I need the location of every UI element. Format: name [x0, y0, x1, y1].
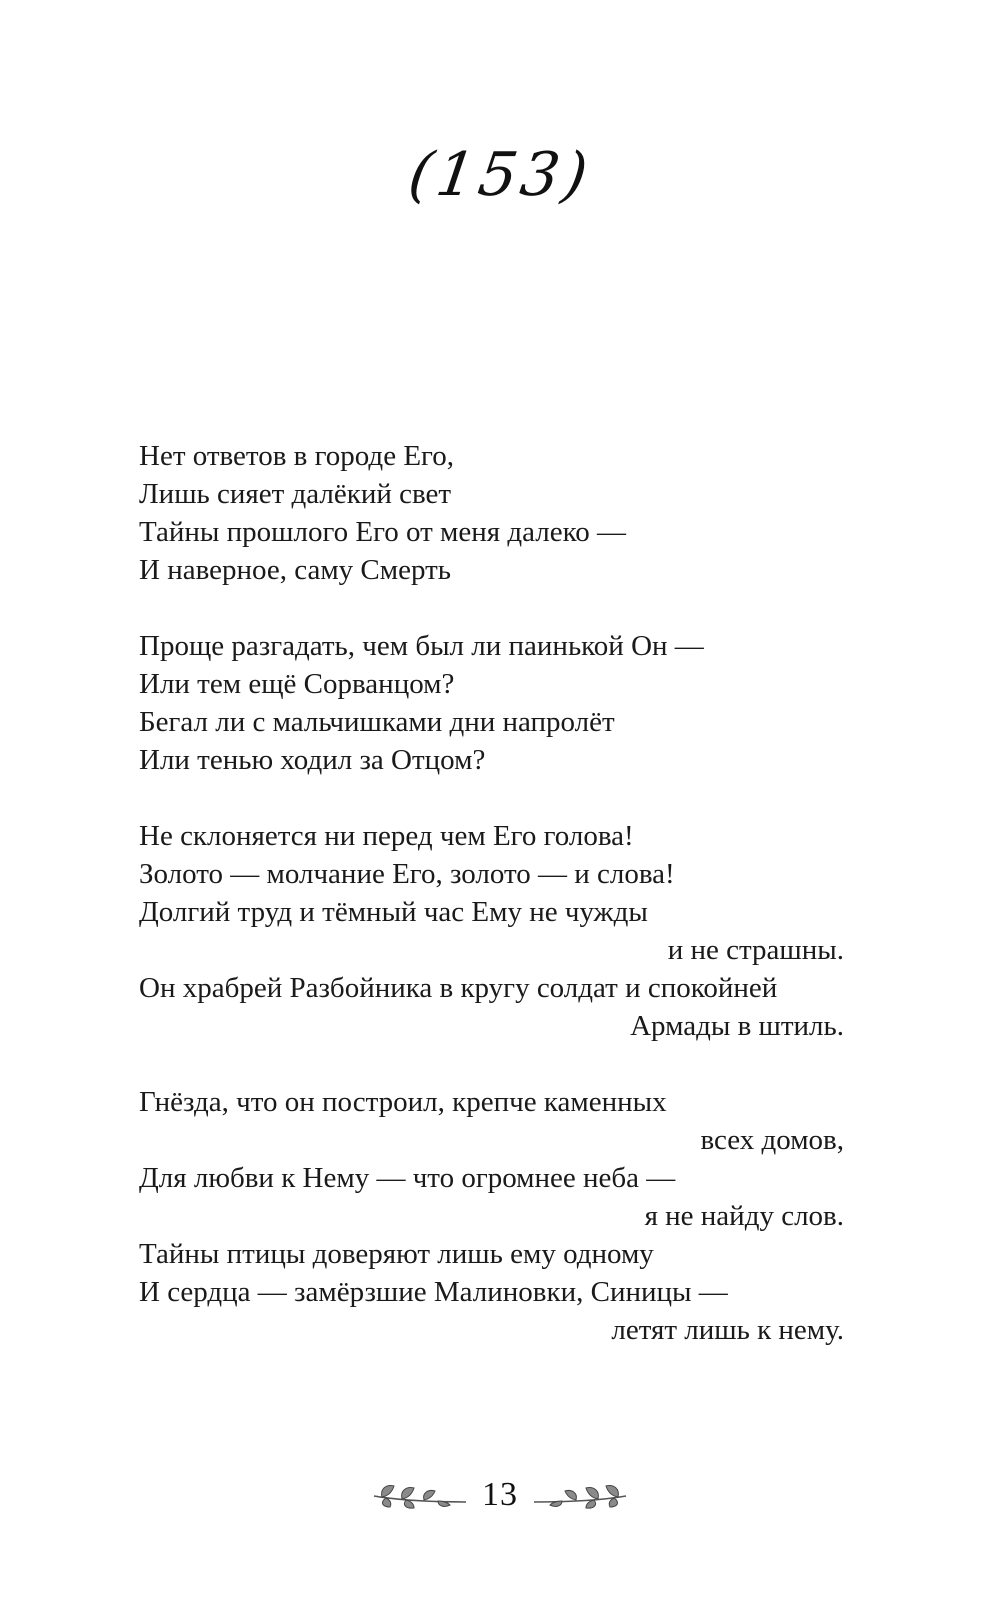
poem-line: Или тенью ходил за Отцом?: [139, 744, 486, 776]
vine-ornament-right-icon: [532, 1480, 628, 1510]
poem-line-continuation: и не страшны.: [667, 934, 844, 966]
poem-line: Тайны прошлого Его от меня далеко —: [139, 516, 626, 548]
page-footer: [0, 1465, 1000, 1525]
poem-line: Долгий труд и тёмный час Ему не чужды: [139, 896, 648, 928]
poem-line: Золото — молчание Его, золото — и слова!: [139, 858, 675, 890]
poem-line: Лишь сияет далёкий свет: [139, 478, 452, 510]
poem-line-continuation: летят лишь к нему.: [611, 1314, 844, 1346]
poem-line: Он храбрей Разбойника в кругу солдат и спокойней: [139, 972, 778, 1004]
poem-line: Бегал ли с мальчишками дни напролёт: [139, 706, 615, 738]
poem-line-continuation: всех домов,: [700, 1124, 844, 1156]
poem-line: Нет ответов в городе Его,: [139, 440, 454, 472]
stanza-2: [139, 627, 844, 779]
poem-number: (153): [404, 140, 596, 210]
poem-line: Или тем ещё Сорванцом?: [139, 668, 455, 700]
poem-line: Проще разгадать, чем был ли паинькой Он —: [139, 630, 704, 662]
poem-body: [139, 437, 844, 1387]
poem-line-continuation: Армады в штиль.: [630, 1010, 844, 1042]
vine-ornament-left-icon: [372, 1480, 468, 1510]
poem-line-continuation: я не найду слов.: [644, 1200, 844, 1232]
page-number: 13: [482, 1476, 518, 1513]
poem-line: Не склоняется ни перед чем Его голова!: [139, 820, 634, 852]
stanza-1: [139, 437, 844, 589]
stanza-4: [139, 1083, 844, 1349]
poem-line: Для любви к Нему — что огромнее неба —: [139, 1162, 676, 1194]
poem-line: И наверное, саму Смерть: [139, 554, 452, 586]
poem-line: Тайны птицы доверяют лишь ему одному: [139, 1238, 654, 1270]
poem-line: Гнёзда, что он построил, крепче каменных: [139, 1086, 667, 1118]
stanza-3: [139, 817, 844, 1045]
poem-line: И сердца — замёрзшие Малиновки, Синицы —: [139, 1276, 728, 1308]
